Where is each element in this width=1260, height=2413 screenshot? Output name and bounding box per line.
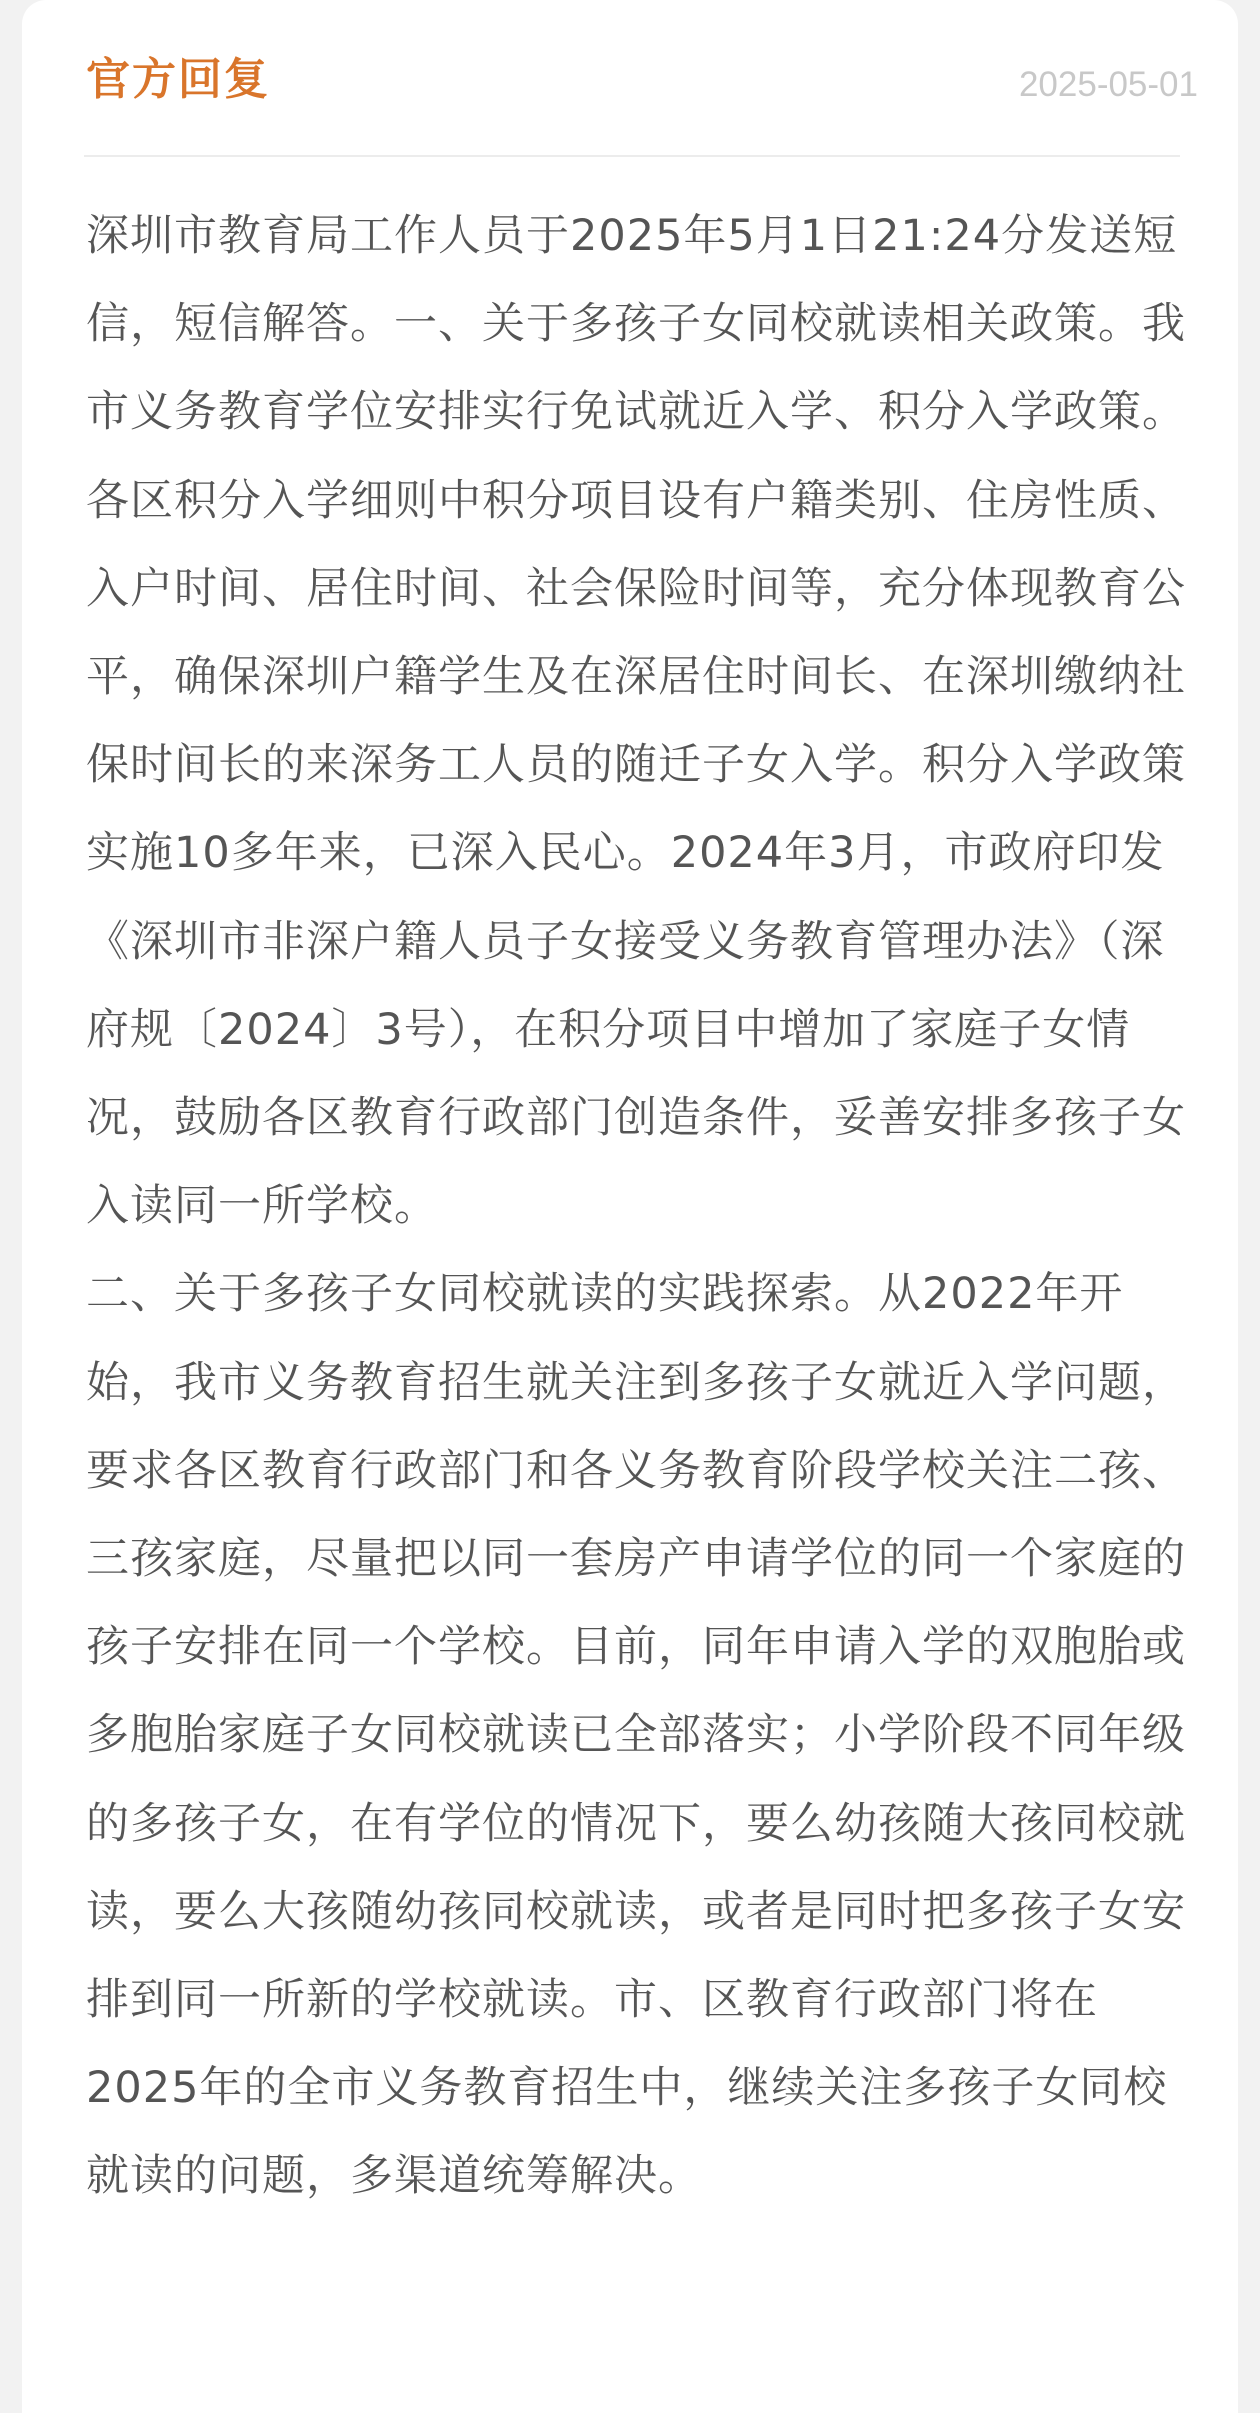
reply-content <box>86 192 1186 2221</box>
reply-title: 官方回复 <box>86 54 270 105</box>
official-reply-card <box>22 0 1238 2413</box>
reply-paragraph: 深圳市教育局工作人员于2025年5月1日21:24分发送短信，短信解答。一、关于多孩子女同校就读相关政策。我市义务教育学位安排实行免试就近入学、积分入学政策。各区积分入学细则中积分项目设有户籍类别、住房性质、入户时间、居住时间、社会保险时间等，充分体现教育公平，确保深圳户籍学生及在深居住时间长、在深圳缴纳社保时间长的来深务工人员的随迁子女入学。积分入学政策实施10多年来，已深入民心。2024年3月，市政府印发《深圳市非深户籍人员子女接受义务教育管理办法》（深府规〔2024〕3号），在积分项目中增加了家庭子女情况，鼓励各区教育行政部门创造条件，妥善安排多孩子女入读同一所学校。 <box>86 211 1186 1232</box>
reply-header <box>22 0 1238 156</box>
header-divider <box>84 155 1180 157</box>
reply-date: 2025-05-01 <box>1018 65 1198 104</box>
reply-paragraph: 二、关于多孩子女同校就读的实践探索。从2022年开始，我市义务教育招生就关注到多孩子女就近入学问题，要求各区教育行政部门和各义务教育阶段学校关注二孩、三孩家庭，尽量把以同一套房产申请学位的同一个家庭的孩子安排在同一个学校。目前，同年申请入学的双胞胎或多胞胎家庭子女同校就读已全部落实；小学阶段不同年级的多孩子女，在有学位的情况下，要么幼孩随大孩同校就读，要么大孩随幼孩同校就读，或者是同时把多孩子女安排到同一所新的学校就读。市、区教育行政部门将在2025年的全市义务教育招生中，继续关注多孩子女同校就读的问题，多渠道统筹解决。 <box>86 1269 1186 2202</box>
